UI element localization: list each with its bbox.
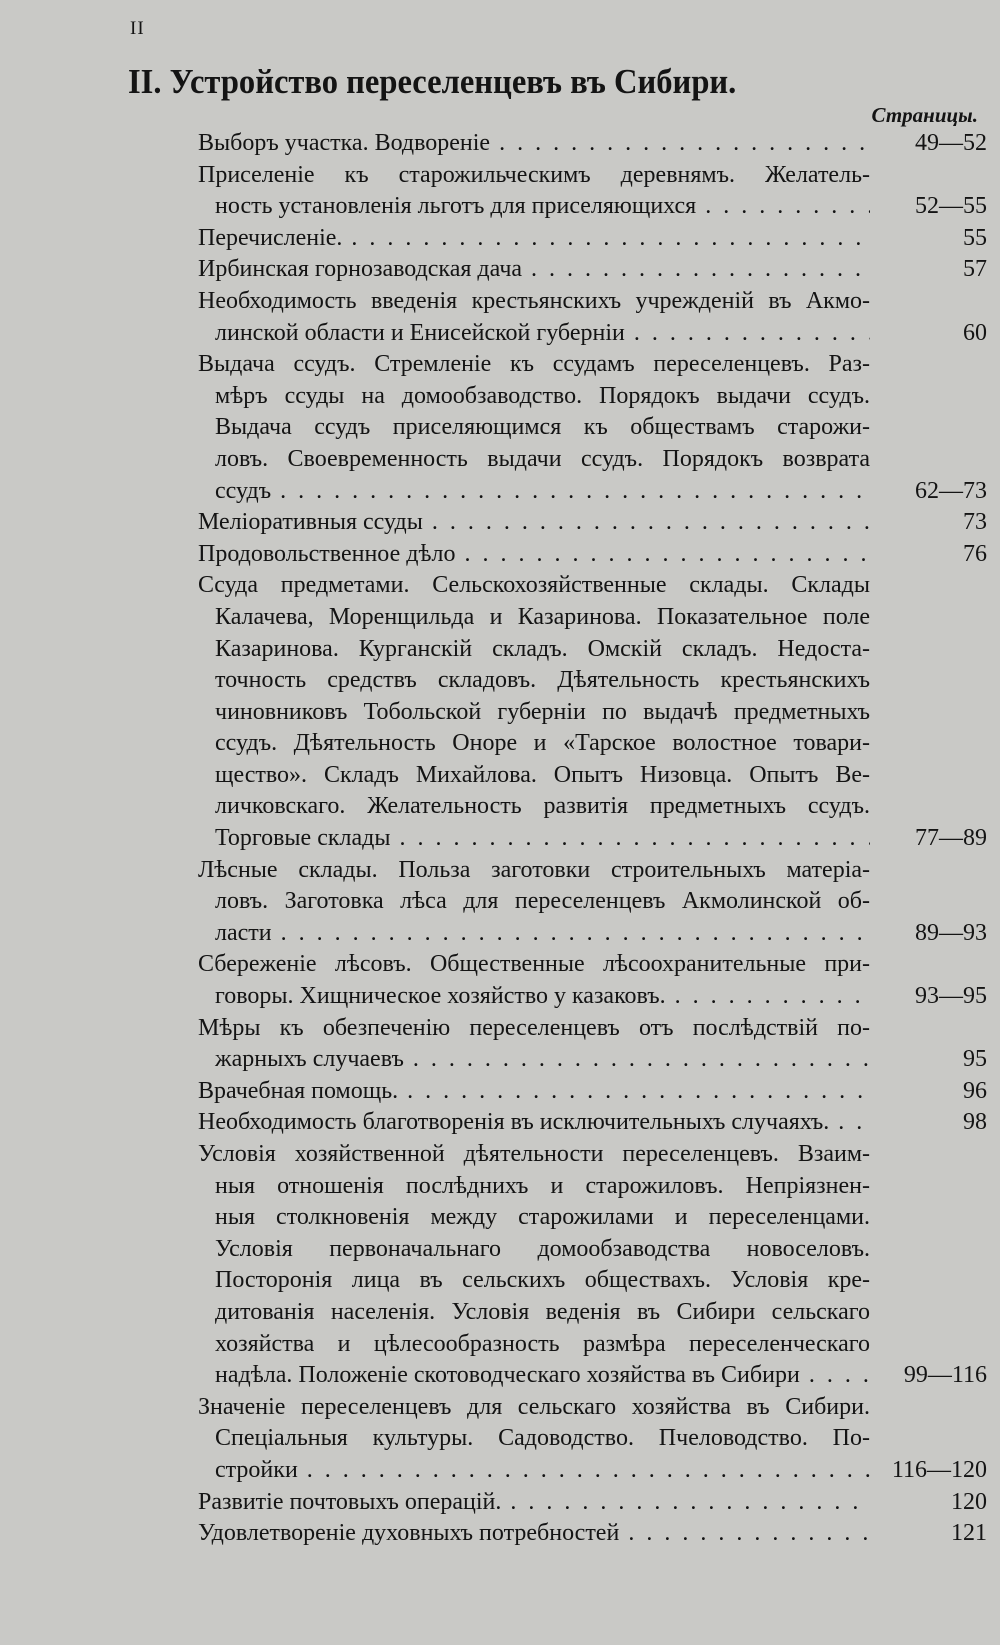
toc-entry-line: ласти . . . — [198, 918, 870, 950]
toc-entry-line: Врачебная помощь. . . . — [198, 1076, 870, 1108]
toc-entry-line: чиновниковъ Тобольской губерніи по выдачѣ предметныхъ — [215, 698, 870, 725]
toc-entry-line: щество». Складъ Михайлова. Опытъ Низовца. Опытъ Ве- — [215, 761, 870, 788]
toc-entry — [198, 1013, 987, 1076]
toc-entry-line: надѣла. Положеніе скотоводческаго хозяйства въ Сибири . . . — [198, 1360, 870, 1392]
toc-entry — [198, 1076, 987, 1108]
table-of-contents — [0, 128, 1000, 1550]
toc-entry-line: ловъ. Заготовка лѣса для переселенцевъ Акмолинской об- — [215, 888, 870, 915]
toc-entry-line: Ирбинская горнозаводская дача . . . — [198, 254, 870, 286]
toc-entry — [198, 286, 987, 349]
toc-entry-line: Выдача ссудъ. Стремленіе къ ссудамъ переселенцевъ. Раз- — [198, 351, 870, 378]
toc-entry-line: точность средствъ складовъ. Дѣятельность крестьянскихъ — [215, 667, 870, 694]
toc-entry-line: Калачева, Моренщильда и Казаринова. Показательное поле — [215, 603, 870, 630]
toc-entry-line: Приселеніе къ старожильческимъ деревнямъ. Желатель- — [198, 161, 870, 188]
toc-entry — [198, 128, 987, 160]
toc-page-reference: 93—95 — [873, 981, 987, 1013]
toc-entry-line: Развитіе почтовыхъ операцій. . . . — [198, 1487, 870, 1519]
toc-entry-line: личковскаго. Желательность развитія предметныхъ ссудъ. — [215, 793, 870, 820]
toc-entry — [198, 507, 987, 539]
toc-entry-line: Мѣры къ обезпеченію переселенцевъ отъ послѣдствій по- — [198, 1014, 870, 1041]
toc-entry-line: ссудъ . . . — [198, 476, 870, 508]
toc-page-reference: 77—89 — [873, 823, 987, 855]
toc-page-reference: 49—52 — [873, 128, 987, 160]
toc-page-reference: 76 — [873, 539, 987, 571]
toc-entry-line: Ссуда предметами. Сельскохозяйственные склады. Склады — [198, 572, 870, 599]
toc-entry-line: стройки . . . — [198, 1455, 870, 1487]
toc-page-reference: 57 — [873, 254, 987, 286]
toc-entry-line: Меліоративныя ссуды . . . — [198, 507, 870, 539]
toc-page-reference: 96 — [873, 1076, 987, 1108]
toc-entry-line: жарныхъ случаевъ . . . — [198, 1044, 870, 1076]
toc-entry — [198, 949, 987, 1012]
toc-entry-line: Казаринова. Курганскій складъ. Омскій складъ. Недоста- — [215, 635, 870, 662]
toc-entry — [198, 223, 987, 255]
toc-entry-line: ныя отношенія послѣднихъ и старожиловъ. Непріязнен- — [215, 1172, 870, 1199]
toc-entry — [198, 855, 987, 950]
toc-entry-line: Сбереженіе лѣсовъ. Общественные лѣсоохранительные при- — [198, 951, 870, 978]
toc-entry-line: ловъ. Своевременность выдачи ссудъ. Порядокъ возврата — [215, 445, 870, 472]
toc-entry-line: говоры. Хищническое хозяйство у казаковъ. . . . — [198, 981, 870, 1013]
toc-entry — [198, 160, 987, 223]
toc-entry-line: мѣръ ссуды на домообзаводство. Порядокъ выдачи ссудъ. — [215, 382, 870, 409]
toc-entry-line: ссудъ. Дѣятельность Оноре и «Тарское волостное товари- — [215, 730, 870, 757]
toc-page-reference: 62—73 — [873, 476, 987, 508]
toc-page-reference: 73 — [873, 507, 987, 539]
toc-entry-line: Выборъ участка. Водвореніе . . . — [198, 128, 870, 160]
toc-entry-line: линской области и Енисейской губерніи . . . — [198, 318, 870, 350]
pages-column-header: Страницы. — [871, 103, 978, 127]
toc-entry-line: Удовлетвореніе духовныхъ потребностей . . . — [198, 1518, 870, 1550]
toc-page-reference: 121 — [873, 1518, 987, 1550]
toc-entry-line: ныя столкновенія между старожилами и переселенцами. — [215, 1204, 870, 1231]
toc-page-reference: 89—93 — [873, 918, 987, 950]
toc-page-reference: 99—116 — [873, 1360, 987, 1392]
toc-entry — [198, 1487, 987, 1519]
toc-entry — [198, 254, 987, 286]
toc-entry-line: Необходимость введенія крестьянскихъ учрежденій въ Акмо- — [198, 287, 870, 314]
toc-entry — [198, 349, 987, 507]
toc-entry-line: Продовольственное дѣло . . . — [198, 539, 870, 571]
toc-entry-line: Посторонія лица въ сельскихъ обществахъ. Условія кре- — [215, 1267, 870, 1294]
toc-entry — [198, 1518, 987, 1550]
toc-entry — [198, 1107, 987, 1139]
toc-entry — [198, 1392, 987, 1487]
toc-page-reference: 60 — [873, 318, 987, 350]
toc-entry-line: Необходимость благотворенія въ исключительныхъ случаяхъ. . . . — [198, 1107, 870, 1139]
toc-entry-line: Перечисленіе. . . . — [198, 223, 870, 255]
toc-entry-line: хозяйства и цѣлесообразность размѣра переселенческаго — [215, 1330, 870, 1357]
toc-entry-line: Торговые склады . . . — [198, 823, 870, 855]
toc-entry — [198, 570, 987, 854]
page-number: II — [130, 18, 145, 39]
toc-page-reference: 55 — [873, 223, 987, 255]
toc-entry — [198, 539, 987, 571]
toc-entry-line: дитованія населенія. Условія веденія въ Сибири сельскаго — [215, 1298, 870, 1325]
toc-entry — [198, 1139, 987, 1392]
toc-entry-line: ность установленія льготъ для приселяющихся . . . — [198, 191, 870, 223]
toc-page-reference: 95 — [873, 1044, 987, 1076]
toc-entry-line: Значеніе переселенцевъ для сельскаго хозяйства въ Сибири. — [198, 1393, 870, 1420]
toc-entry-line: Выдача ссудъ приселяющимся къ обществамъ старожи- — [215, 414, 870, 441]
toc-entry-line: Лѣсные склады. Польза заготовки строительныхъ матеріа- — [198, 856, 870, 883]
section-title: II. Устройство переселенцевъ въ Сибири. — [128, 62, 737, 101]
toc-page-reference: 52—55 — [873, 191, 987, 223]
toc-page-reference: 116—120 — [873, 1455, 987, 1487]
toc-page-reference: 98 — [873, 1107, 987, 1139]
toc-entry-line: Условія первоначальнаго домообзаводства новоселовъ. — [215, 1235, 870, 1262]
toc-entry-line: Условія хозяйственной дѣятельности переселенцевъ. Взаим- — [198, 1141, 870, 1167]
toc-entry-line: Спеціальныя культуры. Садоводство. Пчеловодство. По- — [215, 1425, 870, 1452]
toc-page-reference: 120 — [873, 1487, 987, 1519]
